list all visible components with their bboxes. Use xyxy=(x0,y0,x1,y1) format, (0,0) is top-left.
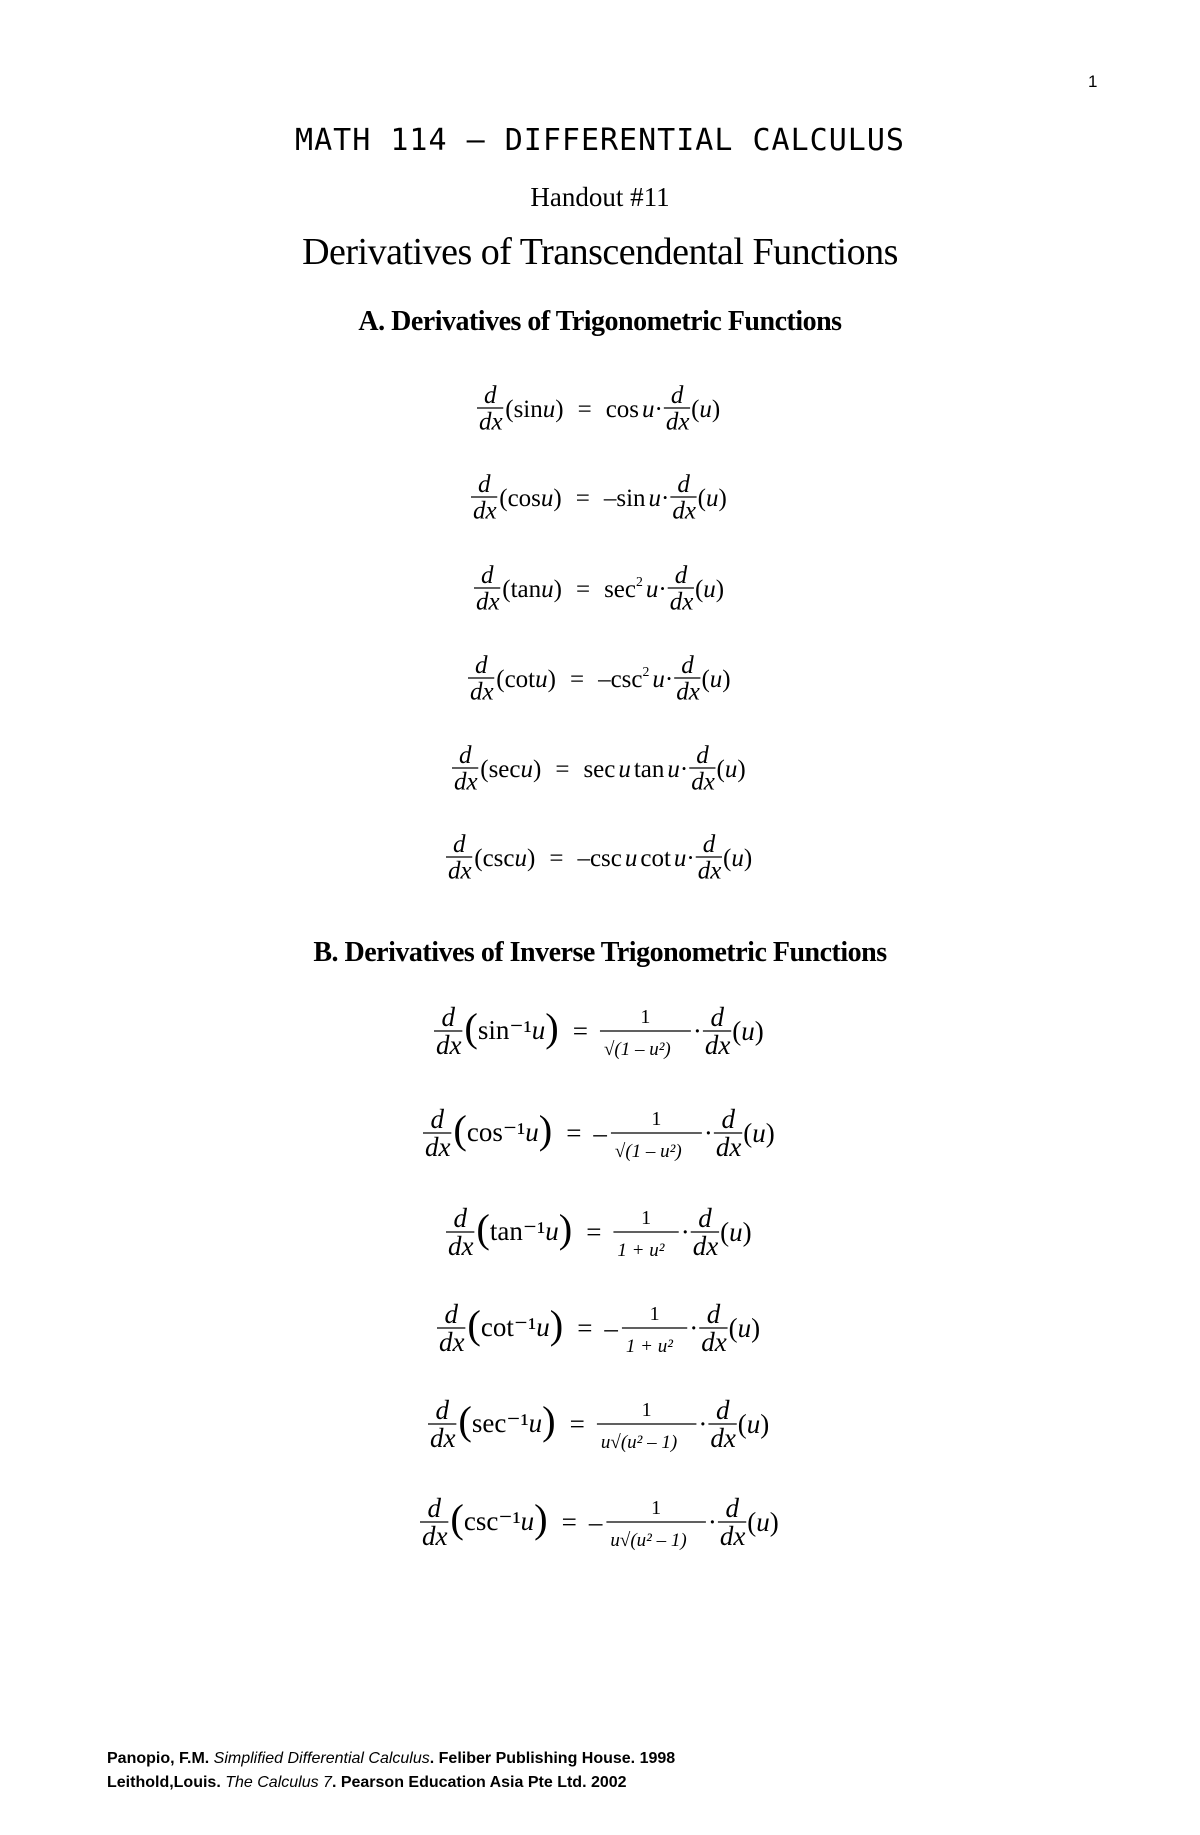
function-name: csc xyxy=(589,845,622,872)
dot-operator: · xyxy=(689,1313,699,1343)
derivative-denominator: dx xyxy=(669,588,693,616)
paren: ) xyxy=(718,485,727,512)
derivative-denominator: dx xyxy=(675,678,700,706)
formula-svg xyxy=(430,995,770,1071)
equals-sign: = xyxy=(577,1313,593,1343)
paren: ) xyxy=(743,845,752,872)
variable-u: u xyxy=(531,1015,546,1045)
equals-sign: = xyxy=(572,1016,588,1046)
paren: ) xyxy=(760,1409,770,1439)
paren: ) xyxy=(553,576,562,603)
derivative-numerator: d xyxy=(480,562,493,589)
paren: ( xyxy=(458,1398,472,1443)
paren: ( xyxy=(728,1313,738,1343)
section-b-heading: B. Derivatives of Inverse Trigonometric Functions xyxy=(313,937,887,968)
reference-author: Panopio, F.M. xyxy=(107,1750,210,1767)
variable-u: u xyxy=(645,576,658,603)
variable-u: u xyxy=(702,576,716,603)
derivative-denominator: dx xyxy=(692,1230,719,1261)
paren: ) xyxy=(558,1206,573,1251)
paren: ( xyxy=(700,666,710,693)
reference-title: The Calculus 7 xyxy=(225,1774,332,1791)
derivative-numerator: d xyxy=(698,1203,712,1233)
formula-svg xyxy=(442,821,759,891)
variable-u: u xyxy=(648,485,662,512)
function-name: (tan xyxy=(501,576,541,603)
formula-csc xyxy=(0,821,1200,891)
variable-u: u xyxy=(534,666,548,693)
paren: ( xyxy=(720,1217,730,1247)
derivative-numerator: d xyxy=(474,652,487,679)
variable-u: u xyxy=(667,756,680,783)
paren: ) xyxy=(547,666,556,693)
equals-sign: = xyxy=(569,1409,585,1439)
variable-u: u xyxy=(729,1217,743,1247)
fraction-denominator: 1 + u² xyxy=(617,1240,665,1261)
variable-u: u xyxy=(540,485,554,512)
formula-inverse xyxy=(0,1486,1200,1562)
function-name: sec xyxy=(603,576,636,603)
derivative-numerator: d xyxy=(702,831,715,858)
paren: ) xyxy=(533,756,542,783)
fraction-denominator: u√(u² – 1) xyxy=(609,1530,687,1551)
formula-sec xyxy=(0,732,1200,802)
formula-inverse xyxy=(0,1196,1200,1272)
minus-sign: – xyxy=(604,1313,618,1343)
function-name: csc xyxy=(610,666,642,693)
paren: ) xyxy=(715,576,724,603)
exponent: 2 xyxy=(635,574,643,589)
derivative-denominator: dx xyxy=(710,1422,736,1453)
fraction-denominator: 1 + u² xyxy=(625,1336,673,1357)
derivative-numerator: d xyxy=(427,1493,441,1523)
derivative-denominator: dx xyxy=(430,1422,456,1453)
derivative-denominator: dx xyxy=(701,1326,727,1357)
dot-operator: · xyxy=(654,396,663,423)
variable-u: u xyxy=(737,1313,752,1343)
function-name: csc⁻¹ xyxy=(463,1506,521,1536)
paren: ) xyxy=(553,485,562,512)
paren: ) xyxy=(769,1507,779,1537)
exponent: 2 xyxy=(641,664,649,679)
formula-svg xyxy=(416,1486,785,1562)
paren: ( xyxy=(732,1016,742,1046)
function-name: (cot xyxy=(495,666,535,693)
paren: ( xyxy=(464,1005,478,1050)
derivative-denominator: dx xyxy=(697,857,721,885)
formula-svg xyxy=(419,1097,781,1173)
variable-u: u xyxy=(536,1312,550,1342)
paren: ( xyxy=(722,845,731,872)
variable-u: u xyxy=(741,1016,755,1046)
minus-sign: – xyxy=(588,1507,602,1537)
paren: ) xyxy=(526,845,535,872)
paren: ) xyxy=(545,1005,559,1050)
function-name: cos⁻¹ xyxy=(466,1117,526,1147)
section-a-heading: A. Derivatives of Trigonometric Functions xyxy=(358,306,842,337)
derivative-denominator: dx xyxy=(439,1326,465,1357)
paren: ( xyxy=(691,396,700,423)
function-name: (sin xyxy=(505,396,543,423)
function-name: cos xyxy=(605,396,640,423)
references xyxy=(107,1747,675,1795)
formula-cos xyxy=(0,461,1200,531)
variable-u: u xyxy=(520,1506,534,1536)
formula-inverse xyxy=(0,1097,1200,1173)
paren: ) xyxy=(538,1107,553,1152)
variable-u: u xyxy=(642,396,655,423)
derivative-numerator: d xyxy=(724,1493,739,1523)
handout-number: Handout #11 xyxy=(530,182,670,212)
formula-inverse xyxy=(0,1388,1200,1464)
derivative-numerator: d xyxy=(674,562,687,589)
derivative-denominator: dx xyxy=(436,1029,462,1060)
paren: ) xyxy=(721,666,731,693)
derivative-numerator: d xyxy=(478,471,491,498)
variable-u: u xyxy=(705,485,719,512)
derivative-denominator: dx xyxy=(665,408,690,436)
fraction-numerator: 1 xyxy=(641,1399,652,1421)
paren: ( xyxy=(743,1118,753,1148)
derivative-numerator: d xyxy=(452,831,465,858)
paren: ) xyxy=(549,1302,564,1347)
formula-sin xyxy=(0,372,1200,442)
derivative-denominator: dx xyxy=(672,497,696,525)
variable-u: u xyxy=(752,1118,766,1148)
derivative-denominator: dx xyxy=(454,768,478,796)
derivative-denominator: dx xyxy=(479,408,503,436)
reference-publisher: Pearson Education Asia Pte Ltd. 2002 xyxy=(340,1774,627,1791)
variable-u: u xyxy=(746,1409,761,1439)
derivative-numerator: d xyxy=(459,742,472,769)
derivative-numerator: d xyxy=(715,1395,730,1425)
dot-operator: · xyxy=(703,1118,713,1148)
derivative-denominator: dx xyxy=(719,1520,745,1551)
variable-u: u xyxy=(618,756,631,783)
derivative-numerator: d xyxy=(706,1299,721,1329)
reference-item: Leithold,Louis. The Calculus 7. Pearson Education Asia Pte Ltd. 2002 xyxy=(107,1774,627,1791)
function-name: sec xyxy=(583,756,616,783)
reference-item: Panopio, F.M. Simplified Differential Calculus. Feliber Publishing House. 1998 xyxy=(107,1750,676,1767)
derivative-denominator: dx xyxy=(469,678,494,706)
minus-sign: – xyxy=(603,485,617,512)
derivative-numerator: d xyxy=(453,1203,468,1233)
dot-operator: · xyxy=(664,666,673,693)
derivative-numerator: d xyxy=(441,1002,456,1032)
dot-operator: · xyxy=(661,485,670,512)
formula-tan xyxy=(0,552,1200,622)
function-name: tan⁻¹ xyxy=(489,1216,546,1246)
formula-svg xyxy=(433,1292,767,1368)
equals-sign: = xyxy=(586,1217,602,1247)
derivative-denominator: dx xyxy=(473,497,497,525)
paren: ( xyxy=(737,1409,747,1439)
formula-svg xyxy=(473,372,727,442)
fraction-denominator: √(1 – u²) xyxy=(614,1141,682,1162)
derivative-denominator: dx xyxy=(691,768,715,796)
equals-sign: = xyxy=(575,485,590,512)
reference-publisher: Feliber Publishing House. 1998 xyxy=(438,1750,676,1767)
course-title: MATH 114 – DIFFERENTIAL CALCULUS xyxy=(295,123,905,158)
paren: ) xyxy=(742,1217,752,1247)
variable-u: u xyxy=(624,845,637,872)
fraction-numerator: 1 xyxy=(641,1207,652,1229)
derivative-denominator: dx xyxy=(425,1131,451,1162)
fraction-numerator: 1 xyxy=(640,1006,651,1028)
formula-svg xyxy=(442,1196,758,1272)
formula-inverse xyxy=(0,1292,1200,1368)
variable-u: u xyxy=(545,1216,559,1246)
minus-sign: – xyxy=(597,666,611,693)
variable-u: u xyxy=(651,666,665,693)
paren: ( xyxy=(453,1107,467,1152)
equals-sign: = xyxy=(548,845,563,872)
paren: ) xyxy=(765,1118,775,1148)
fraction-numerator: 1 xyxy=(651,1108,662,1130)
dot-operator: · xyxy=(657,576,667,603)
dot-operator: · xyxy=(680,1217,690,1247)
formula-svg xyxy=(424,1388,776,1464)
function-name: (csc xyxy=(473,845,514,872)
paren: ( xyxy=(694,576,703,603)
derivative-denominator: dx xyxy=(475,588,500,616)
equals-sign: = xyxy=(575,576,590,603)
variable-u: u xyxy=(525,1117,539,1147)
variable-u: u xyxy=(755,1507,770,1537)
variable-u: u xyxy=(528,1408,543,1438)
variable-u: u xyxy=(699,396,712,423)
derivative-numerator: d xyxy=(710,1002,724,1032)
derivative-numerator: d xyxy=(670,382,684,409)
paren: ( xyxy=(449,1496,464,1541)
paren: ( xyxy=(697,485,706,512)
reference-author: Leithold,Louis. xyxy=(107,1774,221,1791)
minus-sign: – xyxy=(576,845,590,872)
dot-operator: · xyxy=(698,1409,708,1439)
function-name: (sec xyxy=(480,756,521,783)
variable-u: u xyxy=(730,845,744,872)
reference-title: Simplified Differential Calculus xyxy=(213,1750,430,1767)
dot-operator: · xyxy=(685,845,695,872)
equals-sign: = xyxy=(555,756,570,783)
function-name: sin⁻¹ xyxy=(477,1015,532,1045)
derivative-numerator: d xyxy=(430,1104,445,1134)
formula-svg xyxy=(464,642,737,712)
function-name: tan xyxy=(633,756,665,783)
formula-cot xyxy=(0,642,1200,712)
formula-inverse xyxy=(0,995,1200,1071)
paren: ( xyxy=(746,1507,756,1537)
variable-u: u xyxy=(724,756,738,783)
function-name: (cos xyxy=(499,485,541,512)
variable-u: u xyxy=(514,845,527,872)
derivative-numerator: d xyxy=(484,382,497,409)
minus-sign: – xyxy=(593,1118,607,1148)
paren: ) xyxy=(754,1016,764,1046)
derivative-numerator: d xyxy=(444,1299,459,1329)
paren: ) xyxy=(555,396,564,423)
function-name: cot xyxy=(639,845,671,872)
derivative-numerator: d xyxy=(677,471,690,498)
page-title: Derivatives of Transcendental Functions xyxy=(302,231,898,273)
equals-sign: = xyxy=(569,666,584,693)
derivative-numerator: d xyxy=(696,742,709,769)
variable-u: u xyxy=(542,396,556,423)
fraction-numerator: 1 xyxy=(650,1497,661,1519)
derivative-denominator: dx xyxy=(704,1029,731,1060)
dot-operator: · xyxy=(692,1016,702,1046)
fraction-denominator: √(1 – u²) xyxy=(603,1039,671,1060)
function-name: cot⁻¹ xyxy=(480,1312,537,1342)
variable-u: u xyxy=(540,576,554,603)
dot-operator: · xyxy=(679,756,689,783)
derivative-denominator: dx xyxy=(715,1131,742,1162)
derivative-denominator: dx xyxy=(448,1230,474,1261)
paren: ( xyxy=(476,1206,490,1251)
derivative-denominator: dx xyxy=(447,857,472,885)
function-name: sec⁻¹ xyxy=(471,1408,529,1438)
equals-sign: = xyxy=(566,1118,582,1148)
derivative-numerator: d xyxy=(435,1395,450,1425)
fraction-denominator: u√(u² – 1) xyxy=(600,1432,678,1453)
dot-operator: · xyxy=(707,1507,717,1537)
derivative-denominator: dx xyxy=(421,1520,447,1551)
paren: ( xyxy=(467,1302,481,1347)
function-name: sin xyxy=(616,485,646,512)
derivative-numerator: d xyxy=(721,1104,735,1134)
fraction-numerator: 1 xyxy=(649,1303,660,1325)
paren: ( xyxy=(716,756,725,783)
paren: ) xyxy=(751,1313,761,1343)
equals-sign: = xyxy=(577,396,592,423)
page-number: 1 xyxy=(1088,72,1098,91)
paren: ) xyxy=(711,396,721,423)
variable-u: u xyxy=(709,666,722,693)
paren: ) xyxy=(533,1496,548,1541)
formula-svg xyxy=(467,461,733,531)
variable-u: u xyxy=(520,756,533,783)
derivative-numerator: d xyxy=(680,652,694,679)
formula-svg xyxy=(448,732,752,802)
paren: ) xyxy=(542,1398,556,1443)
formula-svg xyxy=(470,552,731,622)
paren: ) xyxy=(737,756,746,783)
variable-u: u xyxy=(673,845,686,872)
equals-sign: = xyxy=(561,1507,577,1537)
